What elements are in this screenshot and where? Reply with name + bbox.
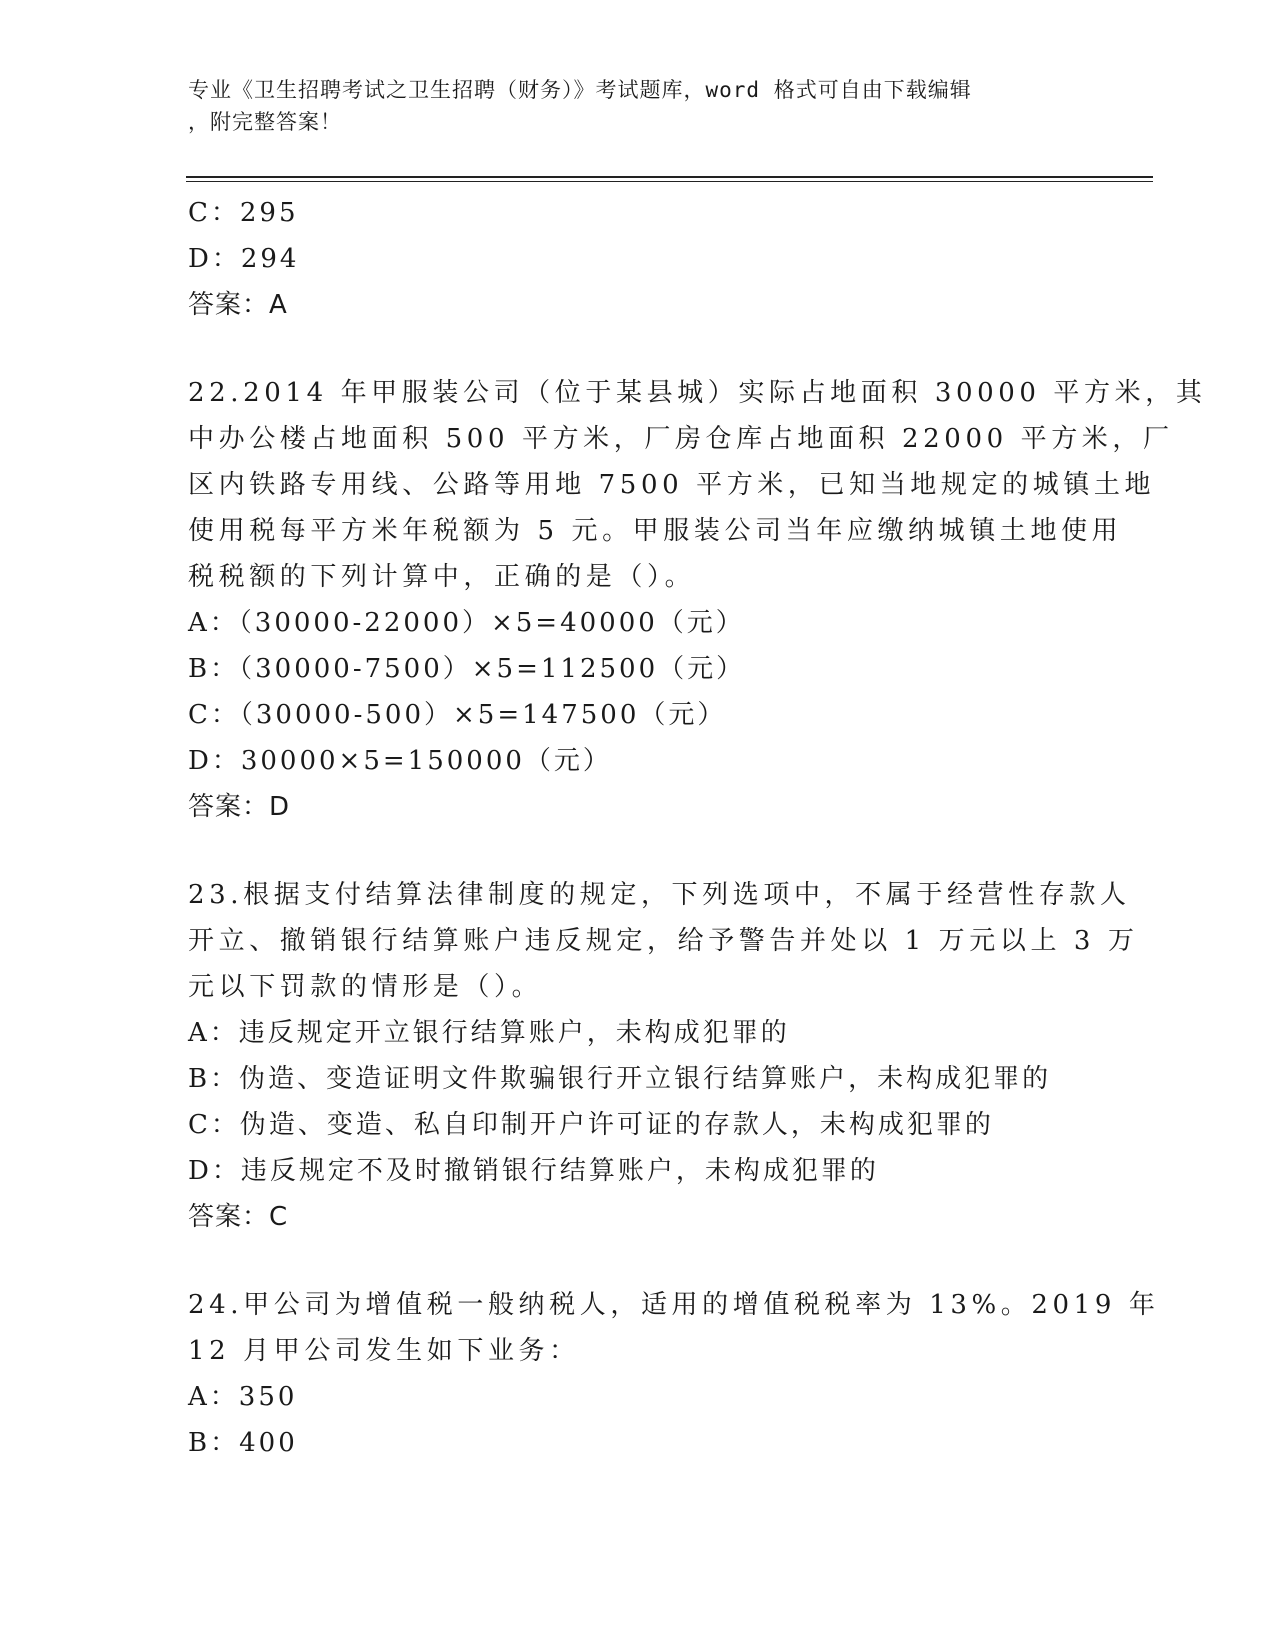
spacer	[188, 830, 1088, 872]
question-stem-line: 22.2014 年甲服装公司（位于某县城）实际占地面积 30000 平方米，其	[188, 378, 1207, 408]
question-24	[188, 1282, 1160, 1466]
header-rule-thin	[186, 181, 1153, 182]
option-c: C：伪造、变造、私自印制开户许可证的存款人，未构成犯罪的	[188, 1110, 994, 1140]
option-a: A：350	[188, 1382, 298, 1412]
document-header	[188, 74, 1068, 138]
question-stem-line: 24.甲公司为增值税一般纳税人，适用的增值税税率为 13%。2019 年	[188, 1290, 1160, 1320]
question-21-tail	[188, 190, 1088, 328]
question-23	[188, 872, 1139, 1240]
option-b: B：400	[188, 1428, 298, 1458]
header-rule-thick	[186, 176, 1153, 178]
option-b: B：伪造、变造证明文件欺骗银行开立银行结算账户，未构成犯罪的	[188, 1064, 1052, 1094]
option-d: D：294	[188, 244, 300, 274]
spacer	[188, 1240, 1088, 1282]
question-stem-line: 23.根据支付结算法律制度的规定，下列选项中，不属于经营性存款人	[188, 880, 1131, 910]
option-d: D：30000×5=150000（元）	[188, 746, 612, 776]
question-stem-line: 税税额的下列计算中，正确的是（）。	[188, 562, 696, 592]
option-c: C：295	[188, 198, 299, 228]
option-a: A：违反规定开立银行结算账户，未构成犯罪的	[188, 1018, 790, 1048]
question-stem-line: 区内铁路专用线、公路等用地 7500 平方米，已知当地规定的城镇土地	[188, 470, 1156, 500]
question-stem-line: 开立、撤销银行结算账户违反规定，给予警告并处以 1 万元以上 3 万	[188, 926, 1139, 956]
question-22	[188, 370, 1207, 830]
spacer	[188, 328, 1088, 370]
header-line-2: ，附完整答案！	[188, 110, 342, 134]
header-line-1: 专业《卫生招聘考试之卫生招聘（财务）》考试题库，word 格式可自由下载编辑	[188, 78, 972, 102]
document-body	[188, 190, 1207, 1466]
question-stem-line: 使用税每平方米年税额为 5 元。甲服装公司当年应缴纳城镇土地使用	[188, 516, 1123, 546]
question-stem-line: 元以下罚款的情形是（）。	[188, 972, 543, 1002]
option-b: B：（30000-7500）×5=112500（元）	[188, 654, 746, 684]
option-a: A：（30000-22000）×5=40000（元）	[188, 608, 745, 638]
option-d: D：违反规定不及时撤销银行结算账户，未构成犯罪的	[188, 1156, 879, 1186]
answer-line: 答案：C	[188, 1202, 289, 1232]
question-stem-line: 中办公楼占地面积 500 平方米，厂房仓库占地面积 22000 平方米，厂	[188, 424, 1174, 454]
answer-line: 答案：A	[188, 290, 288, 320]
answer-line: 答案：D	[188, 792, 291, 822]
question-stem-line: 12 月甲公司发生如下业务：	[188, 1336, 580, 1366]
option-c: C：（30000-500）×5=147500（元）	[188, 700, 727, 730]
